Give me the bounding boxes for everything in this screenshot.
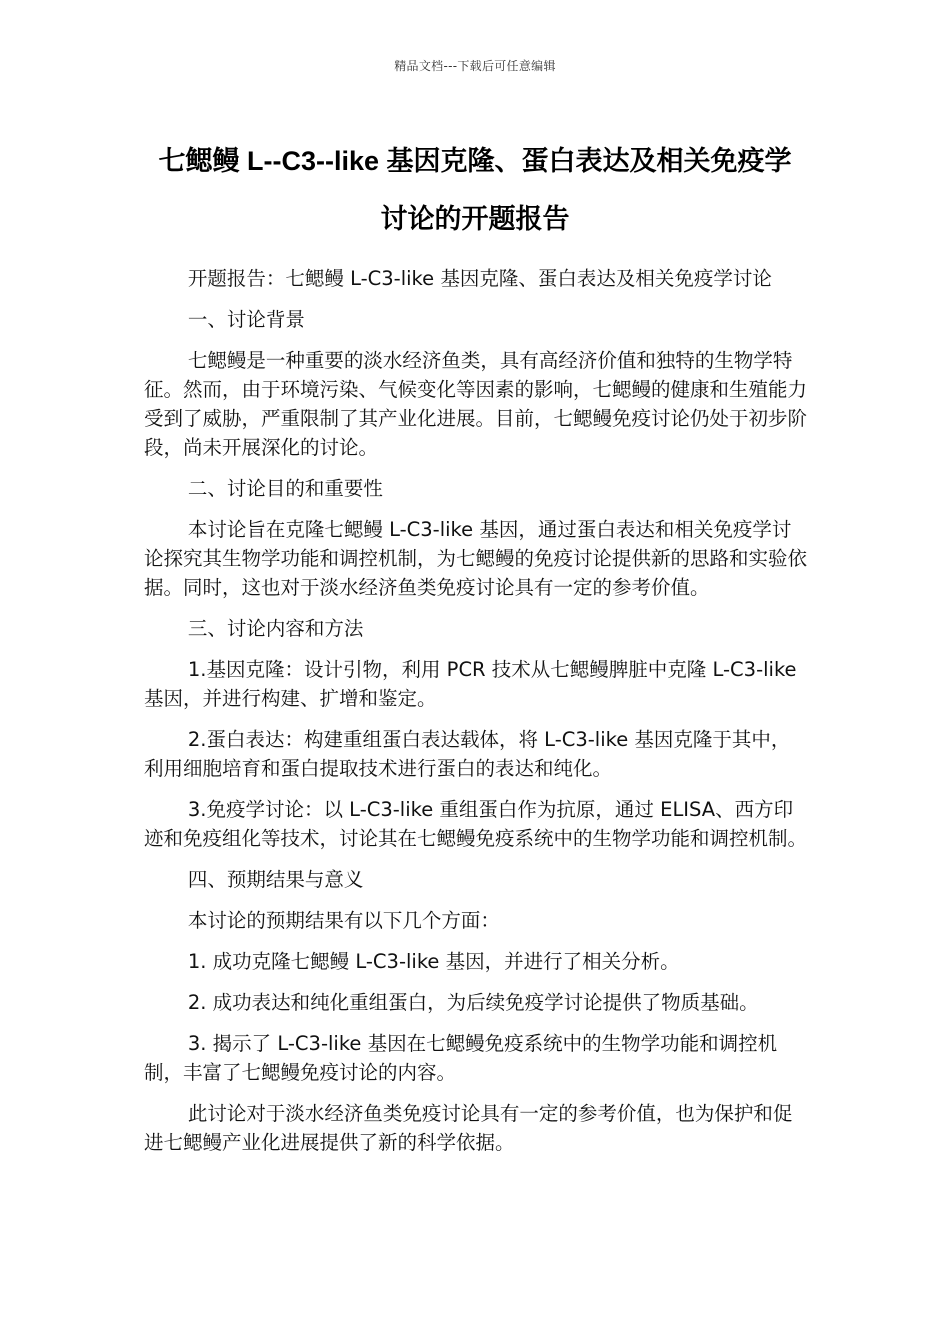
- section-heading-purpose: 二、讨论目的和重要性: [187, 477, 383, 500]
- section-heading-expected-results: 四、预期结果与意义: [187, 868, 364, 891]
- method-item-gene-cloning: 1.基因克隆：设计引物，利用 PCR 技术从七鳃鳗脾脏中克隆 L-C3-like 基因，并进行构建、扩增和鉴定。: [144, 658, 797, 710]
- body-paragraph: 本讨论旨在克隆七鳃鳗 L-C3-like 基因，通过蛋白表达和相关免疫学讨论探究其生物学功能和调控机制，为七鳃鳗的免疫讨论提供新的思路和实验依据。同时，这也对于淡水经济鱼类免疫讨论具有一定的参考价值。: [144, 518, 808, 599]
- result-item-3: 3. 揭示了 L-C3-like 基因在七鳃鳗免疫系统中的生物学功能和调控机制，丰富了七鳃鳗免疫讨论的内容。: [144, 1032, 778, 1084]
- report-subtitle: 开题报告：七鳃鳗 L-C3-like 基因克隆、蛋白表达及相关免疫学讨论: [187, 267, 772, 290]
- document-title: [110, 132, 840, 248]
- document-title-line-1: 七鳃鳗 L--C3--like 基因克隆、蛋白表达及相关免疫学: [158, 146, 792, 176]
- document-body: [144, 264, 808, 1169]
- body-paragraph: 本讨论的预期结果有以下几个方面：: [187, 909, 500, 932]
- result-item-1: 1. 成功克隆七鳃鳗 L-C3-like 基因，并进行了相关分析。: [187, 950, 680, 973]
- body-paragraph: 七鳃鳗是一种重要的淡水经济鱼类，具有高经济价值和独特的生物学特征。然而，由于环境污染、气候变化等因素的影响，七鳃鳗的健康和生殖能力受到了威胁，严重限制了其产业化进展。目前，七鳃鳗免疫讨论仍处于初步阶段，尚未开展深化的讨论。: [144, 349, 808, 459]
- section-heading-background: 一、讨论背景: [187, 308, 305, 331]
- page-header-watermark: 精品文档---下载后可任意编辑: [394, 59, 556, 73]
- document-title-line-2: 讨论的开题报告: [380, 204, 570, 234]
- result-item-2: 2. 成功表达和纯化重组蛋白，为后续免疫学讨论提供了物质基础。: [187, 991, 759, 1014]
- conclusion-paragraph: 此讨论对于淡水经济鱼类免疫讨论具有一定的参考价值，也为保护和促进七鳃鳗产业化进展提供了新的科学依据。: [144, 1102, 793, 1154]
- method-item-protein-expression: 2.蛋白表达：构建重组蛋白表达载体，将 L-C3-like 基因克隆于其中，利用细胞培育和蛋白提取技术进行蛋白的表达和纯化。: [144, 728, 791, 780]
- method-item-immunology: 3.免疫学讨论：以 L-C3-like 重组蛋白作为抗原，通过 ELISA、西方印迹和免疫组化等技术，讨论其在七鳃鳗免疫系统中的生物学功能和调控机制。: [144, 798, 808, 850]
- section-heading-methods: 三、讨论内容和方法: [187, 617, 364, 640]
